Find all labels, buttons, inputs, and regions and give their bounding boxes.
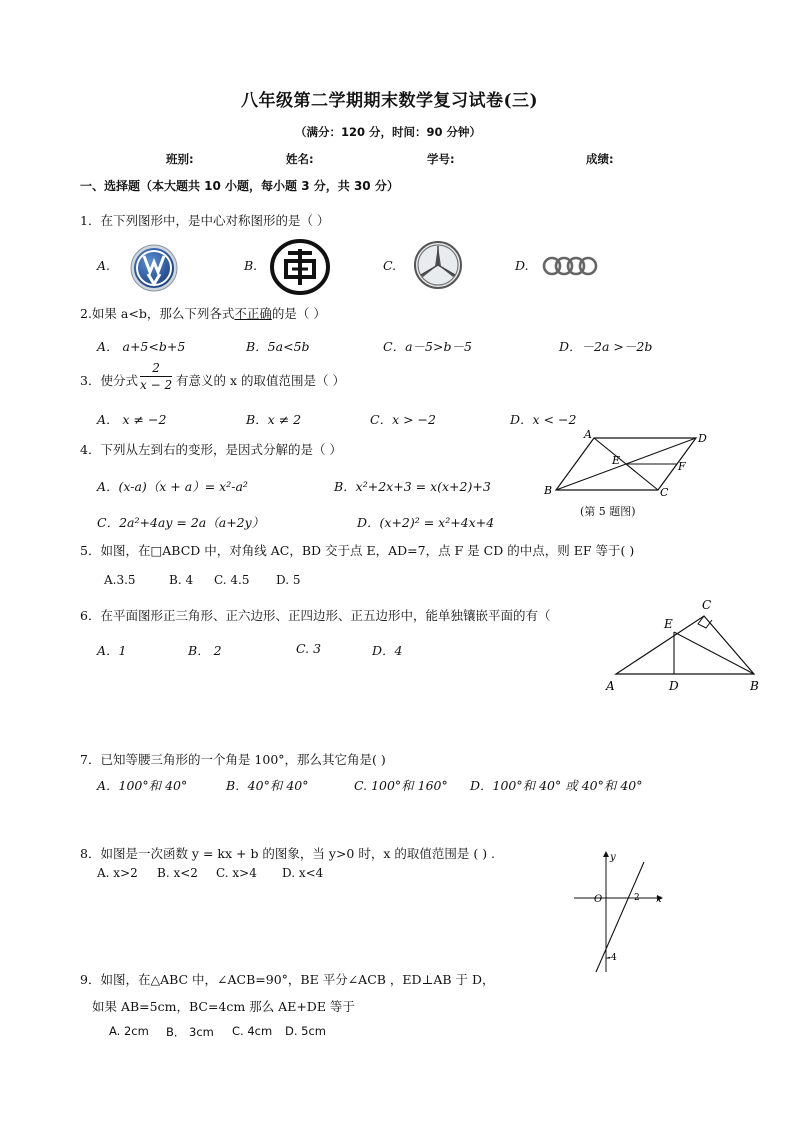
- question-9-stem-2: 如果 AB=5cm，BC=4cm 那么 AE+DE 等于: [92, 999, 355, 1014]
- fig9-label-d: D: [669, 679, 679, 693]
- chinese-seal-logo-icon: [270, 239, 330, 295]
- q8-option-a: A. x>2: [97, 866, 138, 880]
- q5-option-a: A.3.5: [104, 573, 136, 587]
- q6-option-c: C. 3: [296, 641, 322, 656]
- q5-option-d: D. 5: [276, 573, 301, 587]
- q3-option-b: B．x ≠ 2: [246, 412, 302, 427]
- q2-stem-pre: 2.如果 a<b，那么下列各式: [80, 306, 235, 321]
- audi-logo-icon: [542, 255, 598, 277]
- q8-option-c: C. x>4: [216, 866, 257, 880]
- q9-option-b: B． 3cm: [166, 1025, 214, 1039]
- q2-option-b: B．5a<5b: [246, 339, 310, 354]
- question-5-stem: 5．如图，在□ABCD 中，对角线 AC，BD 交于点 E，AD=7，点 F 是 CD 的中点，则 EF 等于( ): [80, 543, 635, 558]
- figure-8-graph: [570, 848, 670, 978]
- q6-option-d: D．4: [372, 643, 403, 658]
- q3-option-d: D．x < −2: [510, 412, 577, 427]
- fig9-label-b: B: [750, 679, 759, 693]
- q3-stem-pre: 3．使分式: [80, 373, 138, 388]
- q5-option-c: C. 4.5: [214, 573, 250, 587]
- q1-option-c-label: C.: [383, 258, 397, 273]
- q2-option-a: A． a+5<b+5: [97, 339, 186, 354]
- q6-option-a: A．1: [97, 643, 127, 658]
- q3-fraction: [140, 360, 172, 393]
- q3-option-a: A． x ≠ −2: [97, 412, 167, 427]
- fig8-label-neg4: -4: [608, 953, 617, 963]
- fig8-label-2: 2: [634, 893, 640, 903]
- volkswagen-logo-icon: [130, 244, 178, 292]
- question-4-stem: 4．下列从左到右的变形，是因式分解的是（ ）: [80, 442, 342, 457]
- exam-info: （满分：120 分，时间：90 分钟）: [295, 125, 482, 139]
- fig5-label-a: A: [584, 428, 592, 441]
- q3-option-c: C．x > −2: [370, 412, 436, 427]
- question-8-stem: 8．如图是一次函数 y = kx + b 的图象，当 y>0 时，x 的取值范围是 ( ) .: [80, 846, 496, 861]
- fig5-label-f: F: [678, 460, 686, 473]
- q5-option-b: B. 4: [169, 573, 194, 587]
- field-name: 姓名:: [286, 152, 314, 166]
- q4-option-a: A．(x-a)（x + a）= x²-a²: [97, 479, 248, 494]
- question-2-stem: [80, 304, 326, 322]
- question-9-stem: 9．如图，在△ABC 中，∠ACB=90°，BE 平分∠ACB ，ED⊥AB 于 D，: [80, 972, 495, 987]
- fig9-label-e: E: [664, 617, 673, 631]
- q1-option-a-label: A.: [97, 258, 111, 273]
- q4-option-d: D．(x+2)² = x²+4x+4: [357, 515, 495, 530]
- fig5-label-c: C: [660, 486, 669, 499]
- q8-option-d: D. x<4: [282, 866, 324, 880]
- fig5-label-b: B: [544, 484, 553, 497]
- q2-option-c: C．a－5>b－5: [383, 339, 472, 354]
- mercedes-logo-icon: [413, 240, 463, 290]
- q3-fraction-denominator: x − 2: [140, 378, 173, 392]
- q9-option-d: D. 5cm: [285, 1024, 327, 1038]
- fig8-label-y: y: [610, 852, 616, 863]
- q7-option-b: B．40°和 40°: [226, 778, 309, 793]
- q7-option-d: D．100°和 40° 或 40°和 40°: [470, 778, 643, 793]
- q8-option-b: B. x<2: [157, 866, 198, 880]
- q4-option-c: C．2a²+4ay = 2a（a+2y）: [97, 515, 265, 530]
- figure-9-triangle: [600, 596, 770, 696]
- figure-5-caption: (第 5 题图): [580, 505, 636, 518]
- q2-stem-emphasis: 不正确: [234, 306, 272, 321]
- fig8-label-o: O: [594, 894, 603, 905]
- question-6-stem: 6．在平面图形正三角形、正六边形、正四边形、正五边形中，能单独镶嵌平面的有（: [80, 608, 551, 623]
- fig9-label-a: A: [606, 679, 615, 693]
- q9-option-a: A. 2cm: [109, 1024, 149, 1038]
- q2-option-d: D．－2a >－2b: [559, 339, 653, 354]
- q2-stem-post: 的是（ ）: [271, 306, 326, 321]
- q7-option-c: C. 100°和 160°: [354, 778, 448, 793]
- question-7-stem: 7．已知等腰三角形的一个角是 100°，那么其它角是( ): [80, 752, 386, 767]
- fig5-label-e: E: [612, 454, 621, 467]
- q3-stem-post: 有意义的 x 的取值范围是（ ）: [176, 373, 345, 388]
- figure-5-parallelogram: [540, 430, 720, 500]
- field-class: 班别:: [166, 152, 194, 166]
- field-score: 成绩:: [586, 152, 614, 166]
- section-heading: 一、选择题（本大题共 10 小题，每小题 3 分，共 30 分）: [80, 179, 399, 193]
- question-1-stem: 1．在下列图形中，是中心对称图形的是（ ）: [80, 213, 330, 228]
- q1-option-b-label: B.: [244, 258, 258, 273]
- fig5-label-d: D: [698, 432, 707, 445]
- q1-option-d-label: D.: [515, 258, 529, 273]
- field-student-no: 学号:: [427, 152, 455, 166]
- q4-option-b: B．x²+2x+3 = x(x+2)+3: [334, 479, 491, 494]
- q6-option-b: B． 2: [188, 643, 222, 658]
- q9-option-c: C. 4cm: [232, 1024, 273, 1038]
- fig9-label-c: C: [702, 598, 712, 612]
- page-title: 八年级第二学期期末数学复习试卷(三): [241, 91, 539, 111]
- q7-option-a: A．100°和 40°: [97, 778, 188, 793]
- q3-fraction-numerator: 2: [140, 360, 172, 377]
- fig8-label-x: x: [656, 894, 662, 905]
